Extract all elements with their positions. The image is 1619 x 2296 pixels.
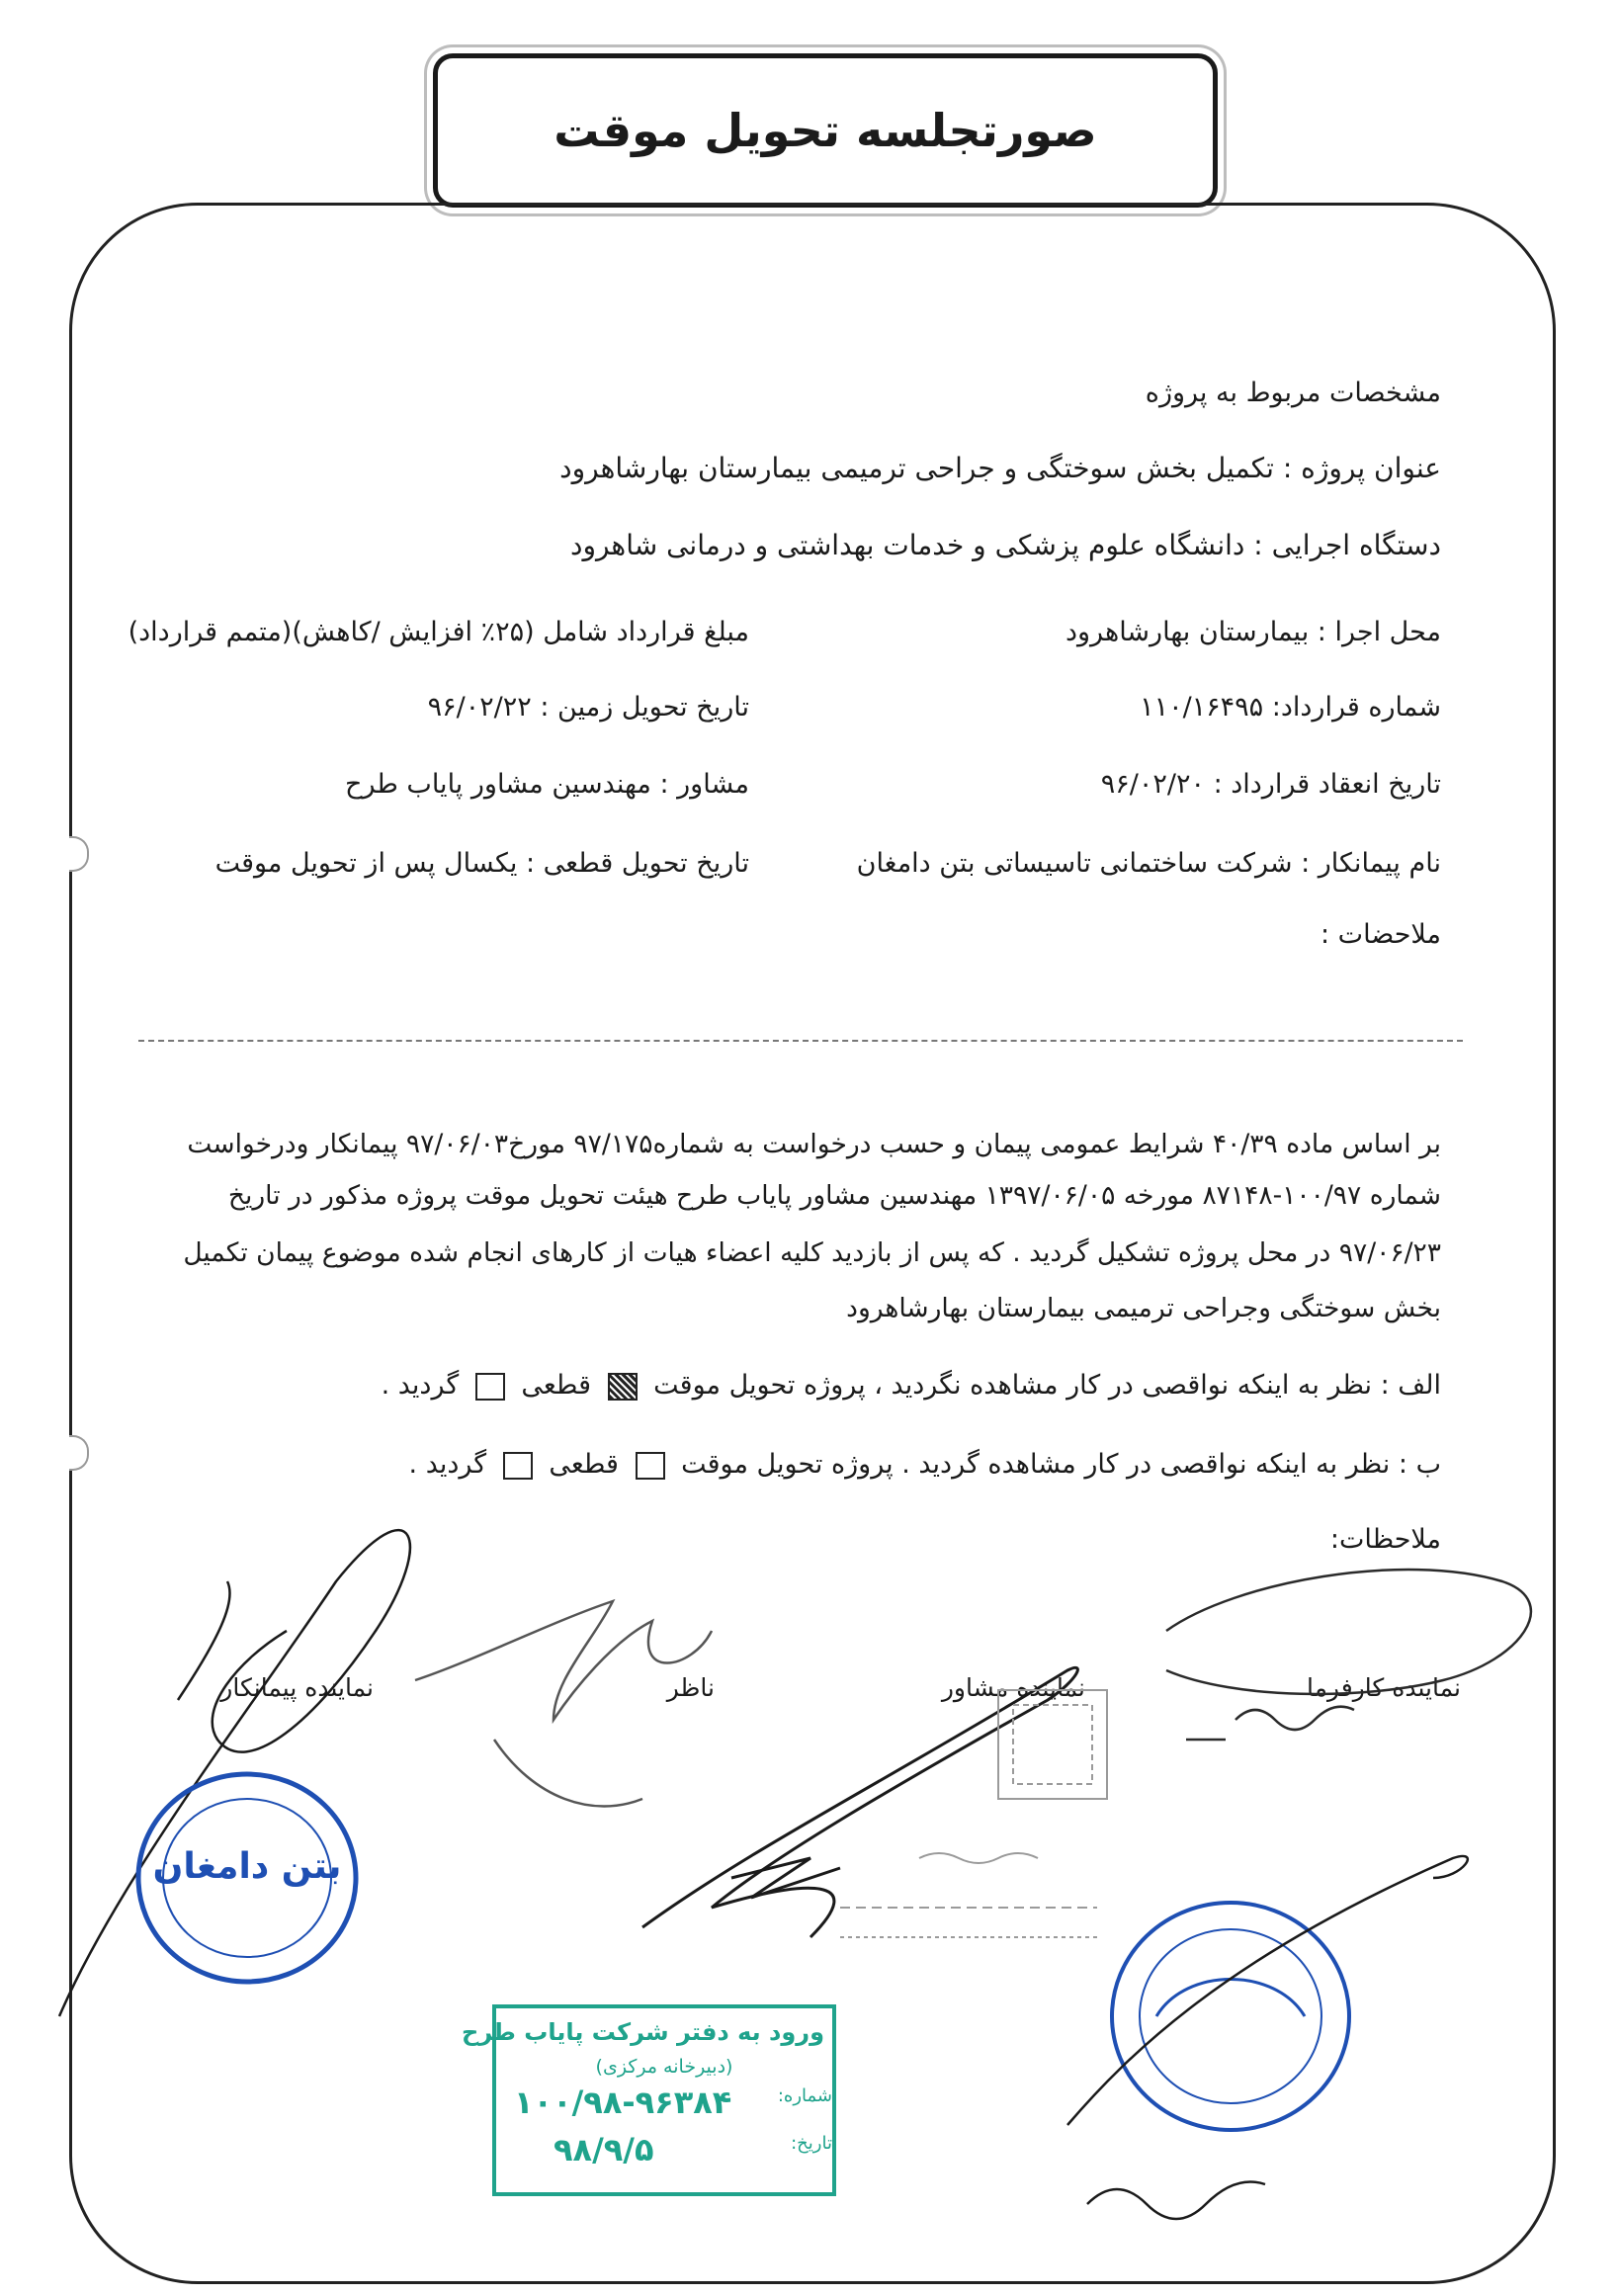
executor-line: دستگاه اجرایی : دانشگاه علوم پزشکی و خدمات بهداشتی و درمانی شاهرود — [569, 529, 1441, 561]
consultant-rep-label: نماینده مشاور — [941, 1673, 1085, 1702]
entry-stamp-date-value: ۹۸/۹/۵ — [554, 2131, 654, 2168]
option-a-final-label: قطعی — [521, 1370, 591, 1401]
land-delivery-date-line: تاریخ تحویل زمین : ۹۶/۰۲/۲۲ — [427, 692, 749, 723]
remarks2-label: ملاحظات: — [1329, 1524, 1441, 1555]
employer-signature — [1166, 1570, 1531, 1740]
paragraph-line-2: شماره ۱۰۰/۹۷-۸۷۱۴۸ مورخه ۱۳۹۷/۰۶/۰۵ مهندسین مشاور پایاب طرح هیئت تحویل موقت پروژه مذکور در تاریخ — [227, 1180, 1441, 1211]
remarks-label: ملاحضات : — [1320, 919, 1441, 950]
paragraph-line-4: بخش سوختگی وجراحی ترمیمی بیمارستان بهارشاهرود — [846, 1293, 1441, 1323]
contract-date-line: تاریخ انعقاد قرارداد : ۹۶/۰۲/۲۰ — [1100, 769, 1441, 800]
supervisor-label: ناظر — [666, 1673, 715, 1702]
option-b-final-label: قطعی — [549, 1449, 619, 1480]
entry-stamp-line1: ورود به دفتر شرکت پایاب طرح — [462, 2018, 824, 2046]
paragraph-line-1: بر اساس ماده ۴۰/۳۹ شرایط عمومی پیمان و حسب درخواست به شماره۹۷/۱۷۵ مورخ۹۷/۰۶/۰۳ پیمانکار ودرخواست — [187, 1129, 1441, 1159]
option-b-suffix: گردید . — [408, 1449, 487, 1480]
consultant-line: مشاور : مهندسین مشاور پایاب طرح — [345, 769, 749, 800]
supervisor-signature — [415, 1601, 712, 1807]
contractor-stamp-text: بتن دامغان — [152, 1846, 342, 1887]
contract-amount-line: مبلغ قرارداد شامل (۲۵٪ افزایش /کاهش)(متمم قرارداد) — [128, 617, 749, 647]
option-a-text: الف : نظر به اینکه نواقصی در کار مشاهده نگردید ، پروژه تحویل موقت — [653, 1370, 1441, 1401]
project-title: عنوان پروژه : تکمیل بخش سوختگی و جراحی ترمیمی بیمارستان بهارشاهرود — [559, 452, 1441, 484]
contractor-rep-label: نماینده پیمانکار — [220, 1673, 374, 1702]
final-delivery-line: تاریخ تحویل قطعی : یکسال پس از تحویل موقت — [214, 848, 749, 879]
location-line: محل اجرا : بیمارستان بهارشاهرود — [1065, 617, 1441, 647]
employer-rep-label: نماینده کارفرما — [1306, 1673, 1461, 1702]
contractor-line: نام پیمانکار : شرکت ساختمانی تاسیساتی بتن دامغان — [856, 848, 1441, 879]
option-a-suffix: گردید . — [381, 1370, 460, 1401]
consultant-signature — [642, 1667, 1077, 1937]
option-b-text: ب : نظر به اینکه نواقصی در کار مشاهده گردید . پروژه تحویل موقت — [681, 1449, 1441, 1480]
document-title: صورتجلسه تحویل موقت — [554, 104, 1097, 157]
university-round-stamp — [1112, 1903, 1349, 2130]
university-signature — [1067, 1856, 1468, 2219]
section-heading: مشخصات مربوط به پروژه — [1145, 378, 1441, 408]
entry-stamp-number-label: شماره: — [777, 2085, 832, 2106]
paragraph-line-3: ۹۷/۰۶/۲۳ در محل پروژه تشکیل گردید . که پس از بازدید کلیه اعضاء هیات از کارهای انجام شده موضوع پیمان تکمیل — [183, 1237, 1441, 1268]
entry-stamp-number-value: ۱۰۰/۹۸-۹۶۳۸۴ — [514, 2083, 732, 2121]
contract-number-line: شماره قرارداد: ۱۱۰/۱۶۴۹۵ — [1140, 692, 1441, 723]
entry-stamp-line2: (دبیرخانه مرکزی) — [595, 2056, 733, 2078]
entry-stamp-date-label: تاریخ: — [791, 2133, 832, 2154]
